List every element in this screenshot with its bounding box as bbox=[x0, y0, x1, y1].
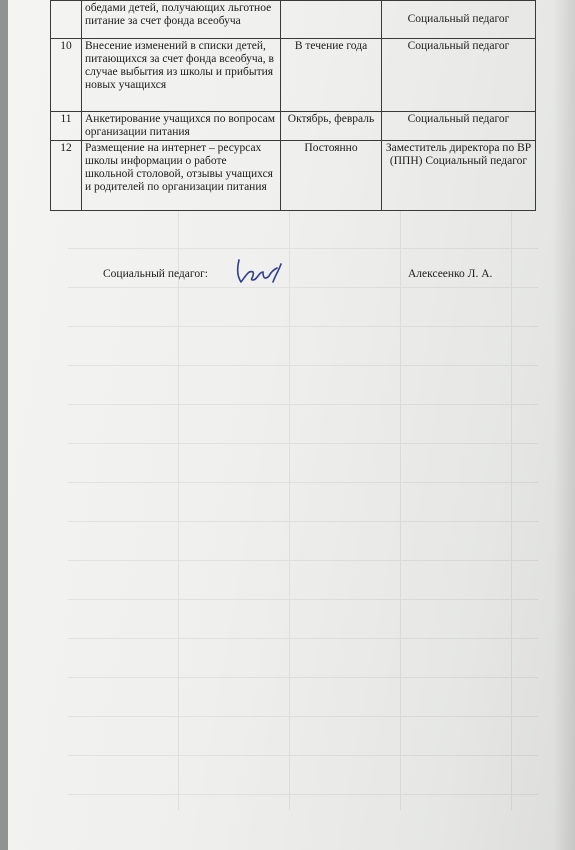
action-cell: Размещение на интернет – ресурсах школы информации о работе школьной столовой, отзывы учащихся и родителей по организации питания bbox=[82, 141, 281, 211]
signatory-name: Алексеенко Л. А. bbox=[408, 268, 493, 280]
activity-table bbox=[50, 0, 536, 211]
responsible-cell: Социальный педагог bbox=[382, 39, 536, 112]
row-number: 12 bbox=[51, 141, 82, 211]
period-cell bbox=[281, 1, 382, 39]
row-number: 11 bbox=[51, 112, 82, 141]
table-row bbox=[51, 39, 536, 112]
show-through-texture bbox=[68, 210, 538, 810]
responsible-cell: Заместитель директора по ВР (ППН) Социальный педагог bbox=[382, 141, 536, 211]
document-page bbox=[8, 0, 575, 850]
responsible-cell: Социальный педагог bbox=[382, 1, 536, 39]
action-cell: Анкетирование учащихся по вопросам организации питания bbox=[82, 112, 281, 141]
table-row bbox=[51, 112, 536, 141]
period-cell: Октябрь, февраль bbox=[281, 112, 382, 141]
action-cell: Внесение изменений в списки детей, питающихся за счет фонда всеобуча, в случае выбытия из школы и прибытия новых учащихся bbox=[82, 39, 281, 112]
row-number bbox=[51, 1, 82, 39]
page-edge-shadow bbox=[553, 0, 575, 850]
period-cell: Постоянно bbox=[281, 141, 382, 211]
table-row bbox=[51, 1, 536, 39]
signature-label: Социальный педагог: bbox=[103, 268, 208, 280]
period-cell: В течение года bbox=[281, 39, 382, 112]
row-number: 10 bbox=[51, 39, 82, 112]
table-row bbox=[51, 141, 536, 211]
responsible-cell: Социальный педагог bbox=[382, 112, 536, 141]
action-cell: обедами детей, получающих льготное питание за счет фонда всеобуча bbox=[82, 1, 281, 39]
handwritten-signature bbox=[233, 254, 285, 288]
